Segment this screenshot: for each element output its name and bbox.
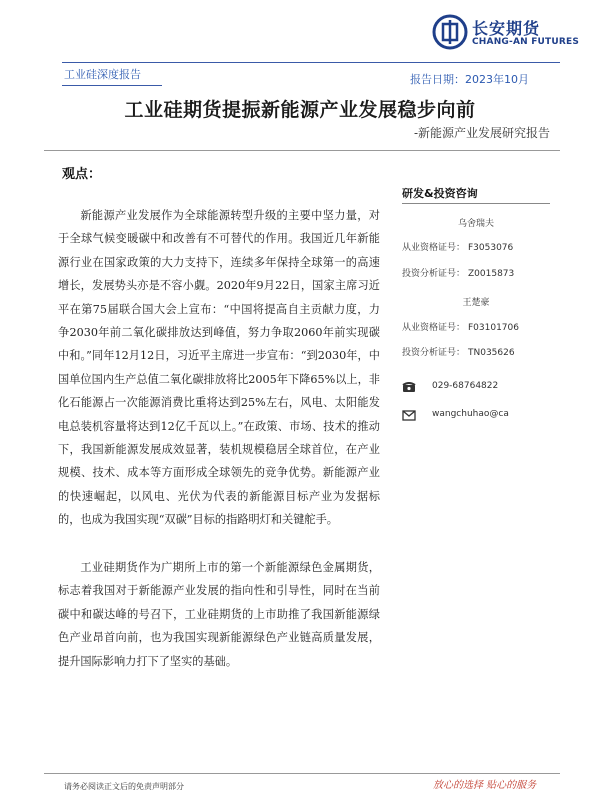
report-category: 工业硅深度报告: [64, 68, 141, 81]
analyst-name: 乌舍瑞夫: [457, 219, 494, 229]
phone-number: 029-68764822: [432, 381, 499, 391]
analyst-invest-cert: [402, 345, 515, 358]
paragraph-text: 工业硅期货作为广期所上市的第一个新能源绿色金属期货，标志着我国对于新能源产业发展的指向性和引导性，同时在当前碳中和碳达峰的号召下，工业硅期货的上市助推了我国新能源绿色产业昂首向前，也为我国实现新能源绿色产业链高质量发展，提升国际影响力打下了坚实的基础。: [58, 561, 380, 668]
cert-number: Z0015873: [468, 269, 515, 279]
phone-icon: [402, 381, 416, 393]
body-paragraph-1: [58, 204, 380, 532]
header-rule: [62, 62, 560, 63]
paragraph-text: 新能源产业发展作为全球能源转型升级的主要中坚力量，对于全球气候变暖碳中和改善有不可替代的作用。我国近几年新能源行业在国家政策的大力支持下，连续多年保持全球第一的高速增长，发展势头亦是不容小觑。2020年9月22日，国家主席习近平在第75届联合国大会上宣布：“中国将提高自主贡献力度，力争2030年前二氧化碳排放达到峰值，努力争取2060年前实现碳中和。”同年12月12日，习近平主席进一步宣布：“到2030年，中国单位国内生产总值二氧化碳排放将比2005年下降65%以上，非化石能源占一次能源消费比重将达到25%左右，风电、太阳能发电总装机容量将达到12亿千瓦以上。”在政策、市场、技术的推动下，我国新能源发展成效显著，装机规模稳居全球首位，在产业规模、技术、成本等方面形成全球领先的竞争优势。新能源产业的快速崛起，以风电、光伏为代表的新能源目标产业为发据标的，也成为我国实现“双碳”目标的指路明灯和关键舵手。: [58, 209, 380, 527]
section-label: 观点：: [62, 167, 102, 182]
disclaimer-note: 请务必阅读正文后的免责声明部分: [64, 782, 184, 791]
sidebar-divider: [402, 203, 550, 204]
cert-label: 从业资格证号：: [402, 323, 466, 333]
page-title: 工业硅期货提振新能源产业发展稳步向前: [124, 99, 476, 121]
footer-rule: [44, 773, 560, 774]
cert-number: TN035626: [468, 348, 515, 358]
report-date: 报告日期：2023年10月: [410, 73, 529, 86]
sidebar-heading: 研发&投资咨询: [402, 187, 478, 200]
brand-name-cn: 长安期货: [472, 19, 541, 38]
email-address[interactable]: wangchuhao@ca: [432, 409, 509, 419]
email-icon: [402, 409, 416, 421]
footer-slogan: 放心的选择 贴心的服务: [433, 780, 537, 791]
page-subtitle: -新能源产业发展研究报告: [413, 126, 550, 140]
analyst-invest-cert: [402, 266, 514, 279]
cert-label: 投资分析证号：: [402, 348, 466, 358]
cert-label: 投资分析证号：: [402, 269, 466, 279]
brand-logo: [432, 14, 580, 54]
title-divider: [44, 150, 560, 151]
cert-number: F3053076: [468, 243, 514, 253]
category-underline: [62, 85, 162, 86]
analyst-qualification: [402, 240, 513, 253]
analyst-qualification: [402, 320, 519, 333]
cert-number: F03101706: [468, 323, 519, 333]
brand-logo-mark-icon: [432, 14, 468, 50]
brand-name-en: CHANG-AN FUTURES: [472, 37, 580, 47]
body-paragraph-2: [58, 556, 380, 673]
cert-label: 从业资格证号：: [402, 243, 466, 253]
analyst-name: 王楚豪: [462, 298, 490, 308]
